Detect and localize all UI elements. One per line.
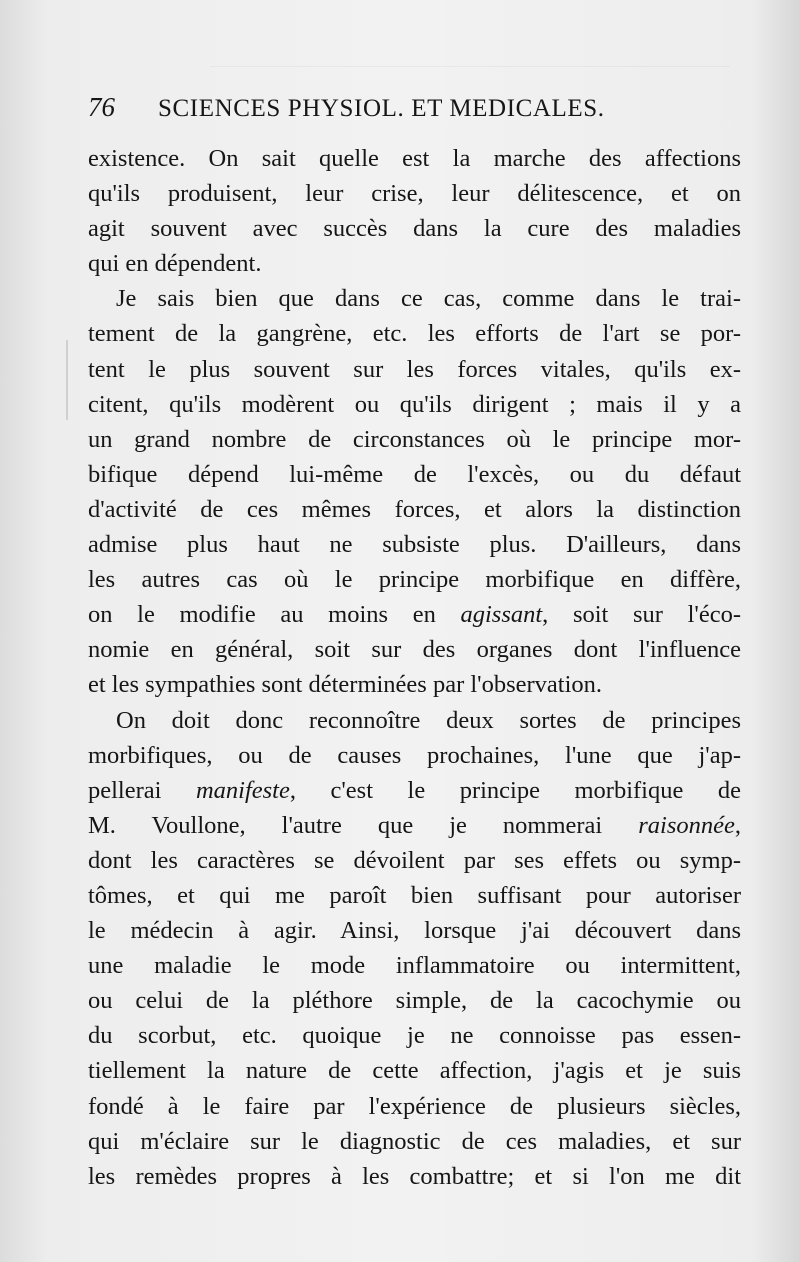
- text-line: pellerai manifeste, c'est le principe morbifique de: [88, 776, 741, 804]
- text-line: Je sais bien que dans ce cas, comme dans le trai-: [116, 285, 741, 313]
- text-line: et les sympathies sont déterminées par l'observation.: [88, 671, 603, 699]
- page-number: 76: [88, 92, 115, 122]
- text-line: nomie en général, soit sur des organes dont l'influence: [88, 636, 741, 664]
- text-line: qu'ils produisent, leur crise, leur délitescence, et on: [88, 180, 741, 208]
- text-line: le médecin à agir. Ainsi, lorsque j'ai découvert dans: [88, 917, 741, 945]
- text-line: les remèdes propres à les combattre; et si l'on me dit: [88, 1162, 741, 1190]
- text-line: morbifiques, ou de causes prochaines, l'une que j'ap-: [88, 741, 741, 769]
- text-line: une maladie le mode inflammatoire ou intermittent,: [88, 952, 741, 980]
- text-line: tent le plus souvent sur les forces vitales, qu'ils ex-: [88, 355, 741, 383]
- text-line: un grand nombre de circonstances où le principe mor-: [88, 425, 741, 453]
- text-line: tement de la gangrène, etc. les efforts de l'art se por-: [88, 320, 741, 348]
- text-line: qui m'éclaire sur le diagnostic de ces maladies, et sur: [88, 1127, 741, 1155]
- text-line: dont les caractères se dévoilent par ses effets ou symp-: [88, 846, 741, 874]
- text-line: bifique dépend lui-même de l'excès, ou du défaut: [88, 460, 741, 488]
- text-line: tiellement la nature de cette affection, j'agis et je suis: [88, 1057, 741, 1085]
- text-line: qui en dépendent.: [88, 250, 262, 278]
- text-line: citent, qu'ils modèrent ou qu'ils dirigent ; mais il y a: [88, 390, 741, 418]
- text-line: agit souvent avec succès dans la cure des maladies: [88, 215, 741, 243]
- text-line: admise plus haut ne subsiste plus. D'ailleurs, dans: [88, 531, 741, 559]
- text-line: les autres cas où le principe morbifique en diffère,: [88, 566, 741, 594]
- text-line: on le modifie au moins en agissant, soit sur l'éco-: [88, 601, 741, 629]
- text-line: du scorbut, etc. quoique je ne connoisse pas essen-: [88, 1022, 741, 1050]
- text-line: fondé à le faire par l'expérience de plusieurs siècles,: [88, 1092, 741, 1120]
- text-line: existence. On sait quelle est la marche des affections: [88, 145, 741, 172]
- running-head: SCIENCES PHYSIOL. ET MEDICALES.: [158, 95, 605, 122]
- text-line: ou celui de la pléthore simple, de la cacochymie ou: [88, 987, 741, 1015]
- text-line: M. Voullone, l'autre que je nommerai raisonnée,: [88, 811, 741, 839]
- text-line: tômes, et qui me paroît bien suffisant pour autoriser: [88, 881, 741, 909]
- body-text: [88, 141, 741, 1194]
- margin-mark: [66, 340, 68, 420]
- page-header: [88, 92, 688, 132]
- text-line: d'activité de ces mêmes forces, et alors la distinction: [88, 495, 741, 523]
- text-line: On doit donc reconnoître deux sortes de principes: [116, 706, 741, 734]
